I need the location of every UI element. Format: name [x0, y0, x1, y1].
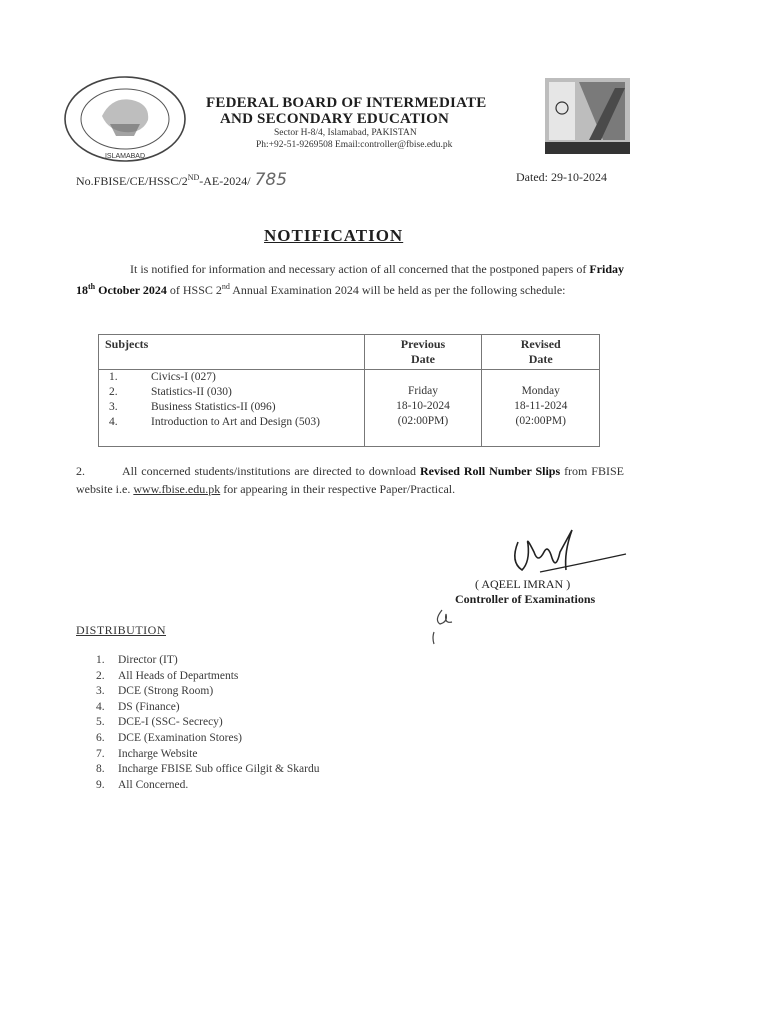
org-address: Sector H-8/4, Islamabad, PAKISTAN: [274, 128, 417, 138]
org-contact: Ph:+92-51-9269508 Email:controller@fbise.edu.pk: [256, 140, 453, 150]
fbise-website-link[interactable]: www.fbise.edu.pk: [133, 482, 221, 496]
list-item: 8. Incharge FBISE Sub office Gilgit & Skardu: [96, 763, 320, 776]
header-revised-date: Revised Date: [482, 335, 600, 370]
notice-paragraph-1: It is notified for information and necessary action of all concerned that the postponed papers of Friday 18th October 2024 of HSSC 2nd Annual Examination 2024 will be held as per the following schedule:: [76, 262, 624, 297]
previous-date-cell: Friday 18-10-2024 (02:00PM): [364, 370, 482, 447]
list-item: 5. DCE-I (SSC- Secrecy): [96, 716, 223, 729]
header-previous-date: Previous Date: [364, 335, 482, 370]
signatory-name: ( AQEEL IMRAN ): [475, 577, 571, 591]
reference-number: No.FBISE/CE/HSSC/2ND-AE-2024/ 785: [76, 170, 288, 190]
subjects-cell: [99, 370, 365, 447]
date-line: Dated: 29-10-2024: [516, 170, 607, 184]
header-subjects: Subjects: [99, 335, 365, 370]
fbise-seal-logo: [62, 74, 188, 164]
seal-bottom-text: ISLAMABAD: [104, 153, 146, 160]
list-item: 6. DCE (Examination Stores): [96, 731, 242, 744]
revised-date-cell: Monday 18-11-2024 (02:00PM): [482, 370, 600, 447]
signature: [500, 522, 630, 580]
signatory-title: Controller of Examinations: [455, 592, 596, 606]
org-name-line2: AND SECONDARY EDUCATION: [220, 111, 450, 127]
list-item: 1. Director (IT): [96, 654, 178, 666]
schedule-table: [98, 334, 600, 447]
distribution-list: [96, 653, 319, 793]
handwritten-ref-number: 785: [254, 170, 288, 190]
list-item: 2. All Heads of Departments: [96, 669, 239, 682]
subject-item: 1. Civics-I (027): [109, 371, 216, 383]
certification-logo: [545, 78, 630, 154]
distribution-title: DISTRIBUTION: [76, 623, 166, 637]
subject-item: 2. Statistics-II (030): [109, 386, 232, 398]
list-item: 7. Incharge Website: [96, 747, 198, 760]
notice-paragraph-2: 2. All concerned students/institutions are directed to download Revised Roll Number Slips from FBISE website i.e. www.fbise.edu.pk for appearing in their respective Paper/Practical.: [76, 464, 624, 496]
notification-title: NOTIFICATION: [264, 226, 404, 245]
initials-mark: [428, 606, 458, 646]
list-item: 9. All Concerned.: [96, 778, 189, 791]
subject-item: 3. Business Statistics-II (096): [109, 401, 276, 413]
org-name-line1: FEDERAL BOARD OF INTERMEDIATE: [206, 95, 487, 111]
subject-item: 4. Introduction to Art and Design (503): [109, 416, 320, 428]
list-item: 4. DS (Finance): [96, 700, 180, 713]
list-item: 3. DCE (Strong Room): [96, 685, 214, 698]
